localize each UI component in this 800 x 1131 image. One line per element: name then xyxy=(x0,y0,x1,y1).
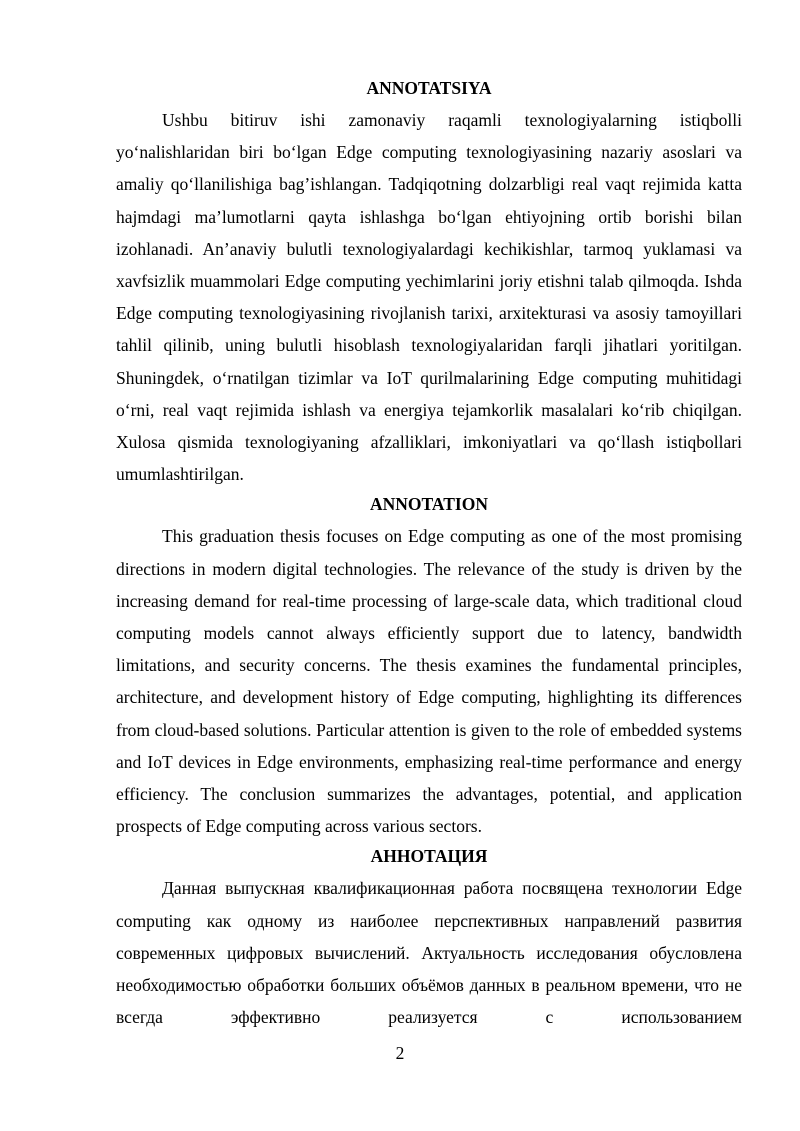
paragraph-english-abstract: This graduation thesis focuses on Edge computing as one of the most promising directions in modern digital technologies. The relevance of the study is driven by the increasing demand for real-time processing of large-scale data, which traditional cloud computing models cannot always efficiently support due to latency, bandwidth limitations, and security concerns. The thesis examines the fundamental principles, architecture, and development history of Edge computing, highlighting its differences from cloud-based solutions. Particular attention is given to the role of embedded systems and IoT devices in Edge environments, emphasizing real-time performance and energy efficiency. The conclusion summarizes the advantages, potential, and application prospects of Edge computing across various sectors. xyxy=(116,526,742,837)
page-number: 2 xyxy=(395,1043,405,1063)
heading-annotation: ANNOTATION xyxy=(370,494,488,515)
heading-annotatsiya: ANNOTATSIYA xyxy=(366,78,492,98)
paragraph-russian-abstract: Данная выпускная квалификационная работа посвящена технологии Edge computing как одному из наиболее перспективных направлений развития современных цифровых вычислений. Актуальность исследования обусловлена необходимостью обработки больших объёмов данных в реальном времени, что не всегда эффективно реализуется с использованием xyxy=(116,878,742,1028)
heading-annotatsiya-russian: АННОТАЦИЯ xyxy=(370,846,488,867)
paragraph-uzbek-abstract: Ushbu bitiruv ishi zamonaviy raqamli texnologiyalarning istiqbolli yo‘nalishlaridan biri bo‘lgan Edge computing texnologiyasining nazariy asoslari va amaliy qo‘llanilishiga bag’ishlangan. Tadqiqotning dolzarbligi real vaqt rejimida katta hajmdagi ma’lumotlarni qayta ishlashga bo‘lgan ehtiyojning ortib borishi bilan izohlanadi. An’anaviy bulutli texnologiyalardagi kechikishlar, tarmoq yuklamasi va xavfsizlik muammolari Edge computing yechimlarini joriy etishni talab qilmoqda. Ishda Edge computing texnologiyasining rivojlanish tarixi, arxitekturasi va asosiy tamoyillari tahlil qilinib, uning bulutli hisoblash texnologiyalaridan farqli jihatlari yoritilgan. Shuningdek, o‘rnatilgan tizimlar va IoT qurilmalarining Edge computing muhitidagi o‘rni, real vaqt rejimida ishlash va energiya tejamkorlik masalalari ko‘rib chiqilgan. Xulosa qismida texnologiyaning afzalliklari, imkoniyatlari va qo‘llash istiqbollari umumlashtirilgan. xyxy=(116,110,742,485)
document-page xyxy=(116,76,742,1033)
